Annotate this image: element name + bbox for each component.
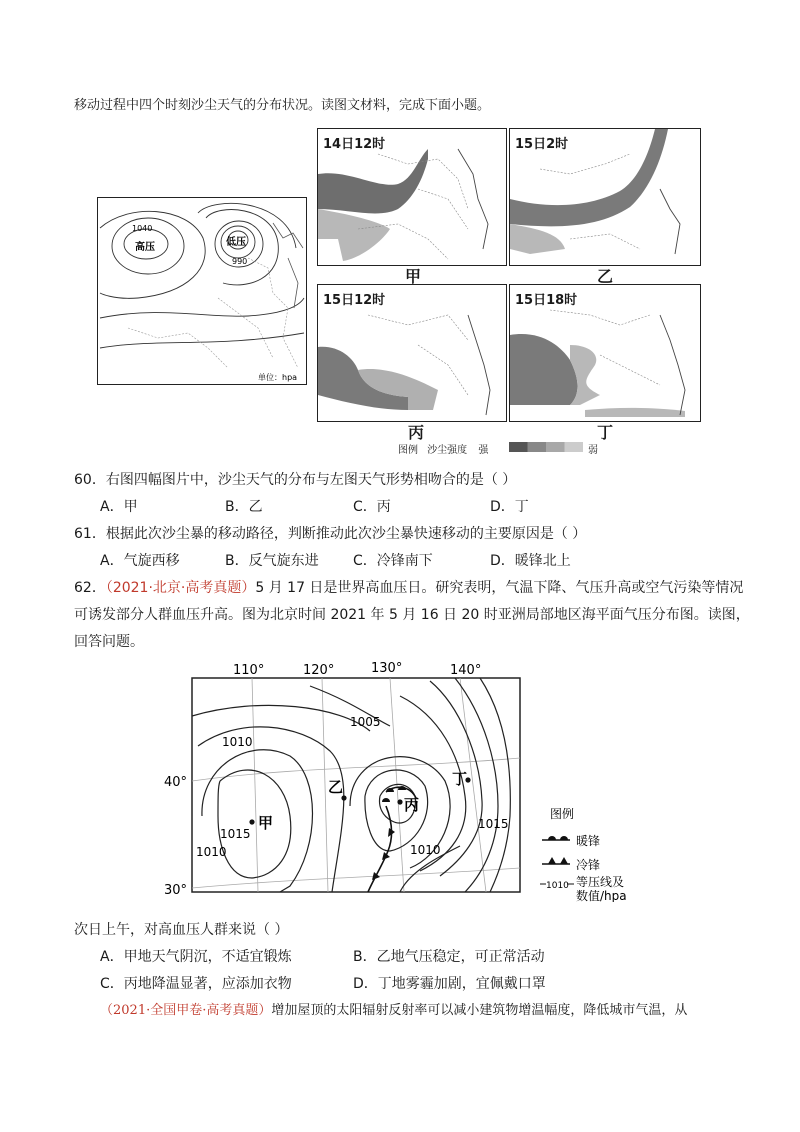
isobar-1010-north: 1010 (222, 735, 253, 749)
isobar-1010-south: 1010 (410, 843, 441, 857)
dust-panel-3 (317, 284, 507, 422)
map2-legend (540, 806, 627, 902)
lat-label-40: 40° (164, 775, 188, 790)
legend-weak: 弱 (588, 445, 598, 456)
next-question-intro (100, 1001, 687, 1021)
legend-strong: 强 (478, 445, 489, 456)
legend-label: 沙尘强度 (427, 445, 468, 456)
dust-legend (398, 441, 488, 456)
isobar-1015-west: 1015 (220, 827, 251, 841)
q61-stem: 61．根据此次沙尘暴的移动路径，判断推动此次沙尘暴快速移动的主要原因是（ ） (74, 526, 587, 542)
q62-option-a[interactable]: A．甲地天气阴沉，不适宜锻炼 (100, 949, 292, 965)
q60-stem: 60．右图四幅图片中，沙尘天气的分布与左图天气形势相吻合的是（ ） (74, 472, 517, 488)
q62-option-b[interactable]: B．乙地气压稳定，可正常活动 (353, 949, 545, 965)
lon-label-120: 120° (303, 663, 335, 678)
intro-text: 移动过程中四个时刻沙尘天气的分布状况。读图文材料，完成下面小题。 (74, 98, 491, 113)
pressure-map-svg (160, 656, 720, 902)
q62-line-3: 回答问题。 (74, 634, 144, 650)
q61-option-b[interactable]: B．反气旋东进 (225, 553, 319, 569)
legend-isobar-line1: 等压线及 (576, 875, 625, 889)
panel-3-time: 15日12时 (321, 289, 387, 308)
q62-option-d[interactable]: D．丁地雾霾加剧，宜佩戴口罩 (353, 976, 546, 992)
isobar-1010-southwest: 1010 (196, 845, 227, 859)
lat-label-30: 30° (164, 883, 188, 898)
high-pressure-label: 高压 (135, 242, 155, 253)
place-bing: 丙 (404, 796, 420, 814)
weather-situation-map (97, 197, 307, 385)
dust-panel-2 (509, 128, 701, 266)
place-yi: 乙 (328, 778, 344, 796)
panel-4-caption: 丁 (597, 423, 614, 442)
panel-2-time: 15日2时 (513, 133, 570, 152)
next-question-source: （2021·全国甲卷·高考真题） (100, 1003, 272, 1018)
q60-option-b[interactable]: B．乙 (225, 499, 263, 515)
isobar-1015-east: 1015 (478, 817, 509, 831)
q60-option-c[interactable]: C．丙 (353, 499, 391, 515)
place-jia: 甲 (258, 814, 274, 832)
q60-option-d[interactable]: D．丁 (490, 499, 529, 515)
place-ding: 丁 (452, 770, 468, 788)
q62-source: （2021·北京·高考真题） (105, 580, 256, 596)
q62-after-map: 次日上午，对高血压人群来说（ ） (74, 922, 289, 938)
q62-line1-text: 5 月 17 日是世界高血压日。研究表明，气温下降、气压升高或空气污染等情况 (255, 580, 744, 596)
q62-number: 62． (74, 580, 106, 596)
panel-3-caption: 丙 (408, 423, 425, 442)
lon-label-110: 110° (233, 663, 265, 678)
panel-1-time: 14日12时 (321, 133, 387, 152)
unit-label: 单位：hpa (258, 373, 298, 382)
q60-option-a[interactable]: A．甲 (100, 499, 138, 515)
q61-option-c[interactable]: C．冷锋南下 (353, 553, 433, 569)
map2-legend-title: 图例 (550, 807, 575, 821)
lon-label-130: 130° (371, 661, 403, 676)
legend-title: 图例 (398, 445, 418, 456)
q62-line-2: 可诱发部分人群血压升高。图为北京时间 2021 年 5 月 16 日 20 时亚洲局部地区海平面气压分布图。读图， (74, 607, 750, 623)
isobar-1005: 1005 (350, 715, 381, 729)
panel-2-caption: 乙 (597, 267, 614, 286)
panel-1-caption: 甲 (405, 267, 422, 286)
legend-cold-front: 冷锋 (576, 858, 601, 872)
next-question-text: 增加屋顶的太阳辐射反射率可以减小建筑物增温幅度，降低城市气温，从 (271, 1003, 688, 1018)
dust-panel-1 (317, 128, 507, 266)
lon-label-140: 140° (450, 663, 482, 678)
legend-isobar-sample: 1010 (546, 881, 569, 891)
q62-line-1 (74, 578, 743, 598)
legend-gradient (509, 442, 583, 452)
isobar-990-label: 990 (232, 257, 248, 266)
low-pressure-label: 低压 (226, 237, 246, 248)
isobar-1040-label: 1040 (132, 224, 153, 233)
weather-map-svg (98, 198, 306, 384)
q62-option-c[interactable]: C．丙地降温显著，应添加衣物 (100, 976, 292, 992)
legend-warm-front: 暖锋 (576, 834, 601, 848)
dust-panel-4 (509, 284, 701, 422)
legend-isobar-line2: 数值/hpa (576, 889, 627, 902)
q61-option-a[interactable]: A．气旋西移 (100, 553, 180, 569)
panel-4-time: 15日18时 (513, 289, 579, 308)
q61-option-d[interactable]: D．暖锋北上 (490, 553, 571, 569)
